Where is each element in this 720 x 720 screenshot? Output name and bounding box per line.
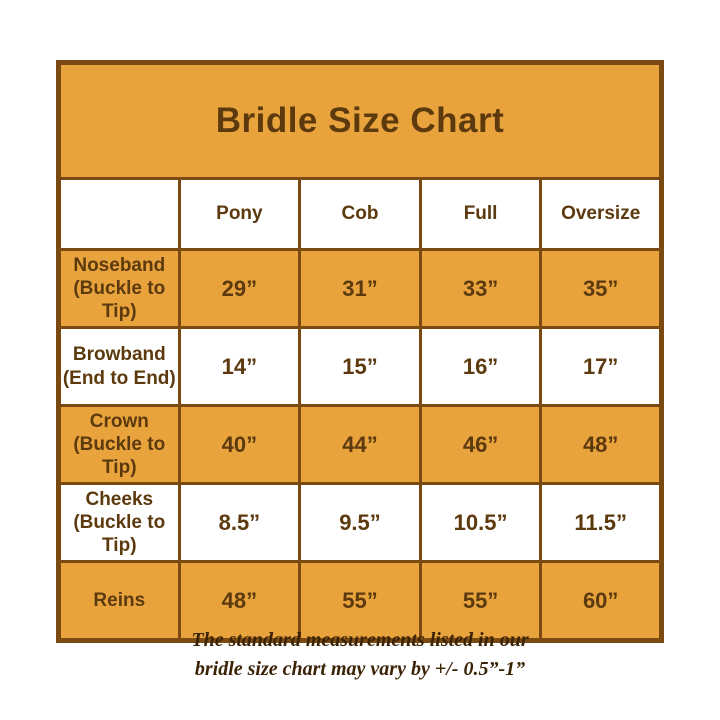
cell-reins-full: 55”: [420, 562, 541, 641]
cell-reins-cob: 55”: [300, 562, 421, 641]
column-header-oversize: Oversize: [541, 179, 662, 250]
chart-footnote: [0, 626, 720, 684]
page-title: Bridle Size Chart: [59, 63, 662, 179]
table-row: [59, 484, 662, 562]
cell-noseband-cob: 31”: [300, 250, 421, 328]
cell-noseband-oversize: 35”: [541, 250, 662, 328]
row-label-line2: (End to End): [62, 367, 176, 389]
cell-cheeks-pony: 8.5”: [179, 484, 300, 562]
row-label-crown: [59, 406, 180, 484]
row-label-line1: Noseband: [73, 254, 166, 276]
cell-cheeks-full: 10.5”: [420, 484, 541, 562]
cell-crown-cob: 44”: [300, 406, 421, 484]
row-label-line2: (Buckle to Tip): [73, 433, 166, 479]
cell-browband-full: 16”: [420, 328, 541, 406]
cell-browband-cob: 15”: [300, 328, 421, 406]
column-header-pony: Pony: [179, 179, 300, 250]
cell-crown-pony: 40”: [179, 406, 300, 484]
row-label-reins: Reins: [59, 562, 180, 641]
row-label-browband: [59, 328, 180, 406]
row-label-line1: Crown: [89, 410, 149, 432]
row-label-line2: (Buckle to Tip): [73, 511, 166, 557]
cell-cheeks-oversize: 11.5”: [541, 484, 662, 562]
row-label-noseband: [59, 250, 180, 328]
column-header-corner: [59, 179, 180, 250]
table-header-row: [59, 179, 662, 250]
cell-browband-pony: 14”: [179, 328, 300, 406]
column-header-full: Full: [420, 179, 541, 250]
row-label-line1: Browband: [72, 344, 166, 366]
table-row: [59, 250, 662, 328]
cell-noseband-pony: 29”: [179, 250, 300, 328]
table-row: [59, 406, 662, 484]
cell-reins-pony: 48”: [179, 562, 300, 641]
column-header-cob: Cob: [300, 179, 421, 250]
cell-browband-oversize: 17”: [541, 328, 662, 406]
cell-cheeks-cob: 9.5”: [300, 484, 421, 562]
size-chart-container: [56, 60, 664, 643]
footnote-line-2: bridle size chart may vary by +/- 0.5”-1”: [194, 658, 526, 680]
row-label-cheeks: [59, 484, 180, 562]
row-label-line1: Cheeks: [85, 488, 154, 510]
row-label-line2: (Buckle to Tip): [73, 277, 166, 323]
title-row: [59, 63, 662, 179]
cell-crown-full: 46”: [420, 406, 541, 484]
cell-crown-oversize: 48”: [541, 406, 662, 484]
cell-noseband-full: 33”: [420, 250, 541, 328]
footnote-line-1: The standard measurements listed in our: [191, 629, 529, 651]
size-chart-table: [56, 60, 664, 643]
table-row: [59, 328, 662, 406]
cell-reins-oversize: 60”: [541, 562, 662, 641]
